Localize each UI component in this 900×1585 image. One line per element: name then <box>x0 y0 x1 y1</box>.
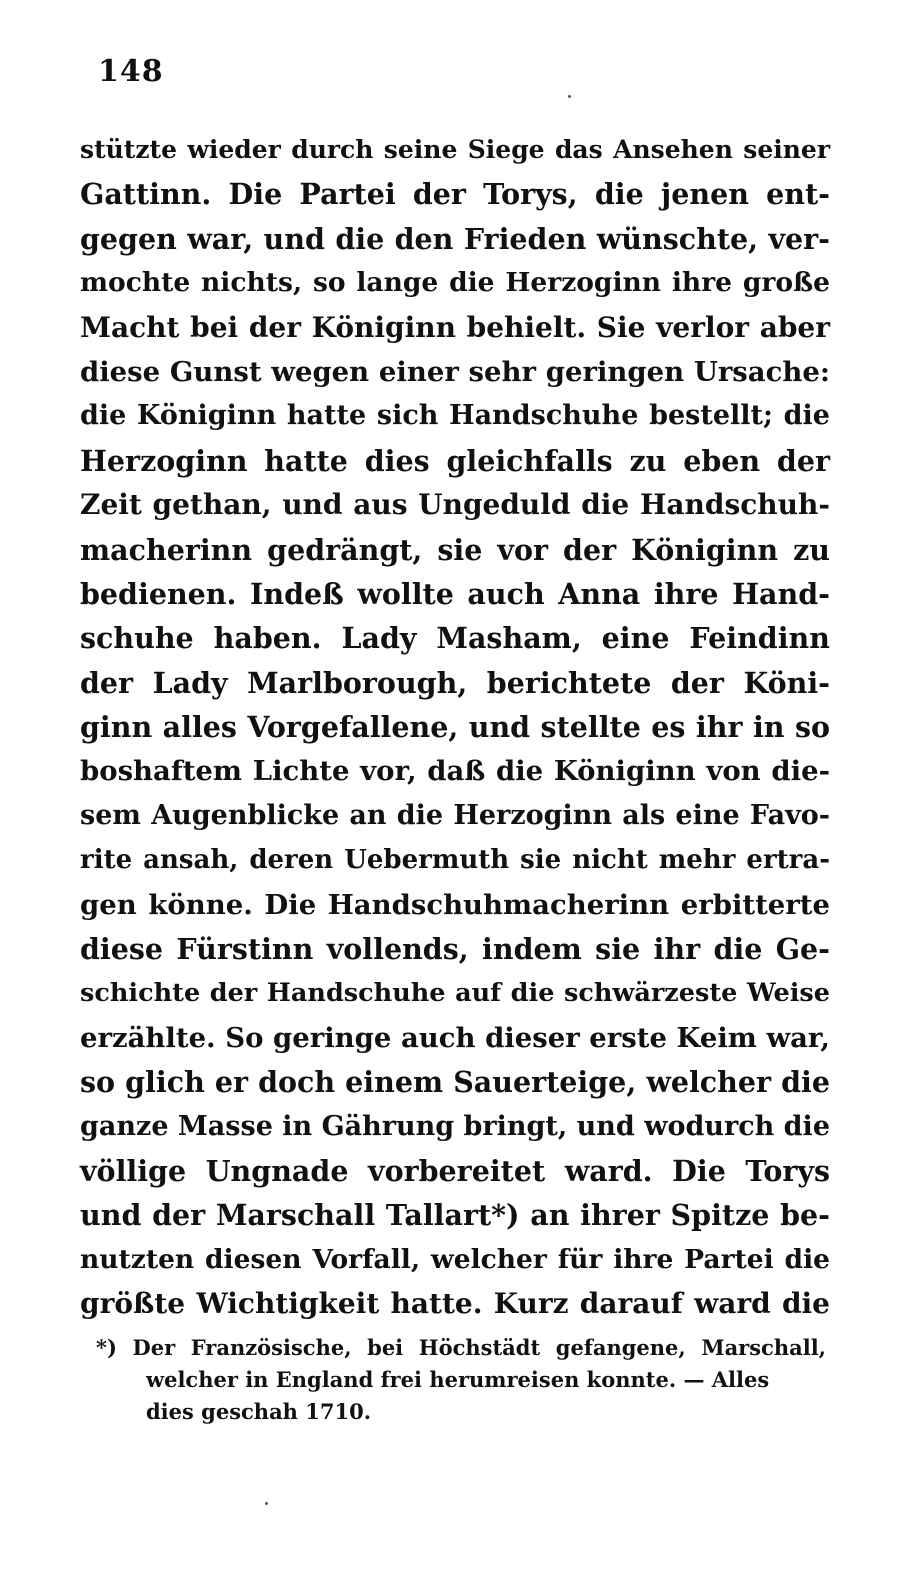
body-line: der Lady Marlborough, berichtete der Köni- <box>80 665 830 700</box>
body-line: rite ansah, deren Uebermuth sie nicht mehr ertra- <box>80 845 830 876</box>
body-line: die Königinn hatte sich Handschuhe bestellt; die <box>80 400 830 432</box>
page-number: 148 <box>98 54 164 89</box>
body-line: gegen war, und die den Frieden wünschte, ver- <box>80 221 830 256</box>
body-line: gen könne. Die Handschuhmacherinn erbitterte <box>80 888 830 921</box>
body-line: größte Wichtigkeit hatte. Kurz darauf ward die <box>80 1287 830 1321</box>
body-line: ganze Masse in Gährung bringt, und wodurch die <box>80 1110 830 1142</box>
body-text <box>80 128 830 1327</box>
body-line: völlige Ungnade vorbereitet ward. Die Torys <box>80 1153 830 1188</box>
body-line: diese Fürstinn vollends, indem sie ihr die Ge- <box>80 932 830 967</box>
body-line: schuhe haben. Lady Masham, eine Feindinn <box>80 621 830 656</box>
footnote-line: dies geschah 1710. <box>146 1399 372 1424</box>
body-line: sem Augenblicke an die Herzoginn als eine Favo- <box>80 799 830 831</box>
body-line: macherinn gedrängt, sie vor der Königinn zu <box>80 532 830 567</box>
body-line: bedienen. Indeß wollte auch Anna ihre Hand- <box>80 576 830 611</box>
body-line: so glich er doch einem Sauerteige, welcher die <box>80 1065 830 1100</box>
body-line: boshaftem Lichte vor, daß die Königinn von die- <box>80 755 830 788</box>
footnote <box>96 1332 826 1428</box>
body-line: schichte der Handschuhe auf die schwärzeste Weise <box>80 978 830 1009</box>
body-line: Zeit gethan, und aus Ungeduld die Handschuh- <box>80 488 830 522</box>
body-line: Herzoginn hatte dies gleichfalls zu eben der <box>80 443 830 478</box>
body-line: nutzten diesen Vorfall, welcher für ihre Partei die <box>80 1243 830 1275</box>
body-line: ginn alles Vorgefallene, und stellte es ihr in so <box>80 710 830 745</box>
print-speck <box>568 95 571 98</box>
body-line: Gattinn. Die Partei der Torys, die jenen ent- <box>80 177 830 212</box>
body-line: mochte nichts, so lange die Herzoginn ihre große <box>80 267 830 299</box>
body-line: erzählte. So geringe auch dieser erste Keim war, <box>80 1021 830 1054</box>
body-line: Macht bei der Königinn behielt. Sie verlor aber <box>80 310 830 344</box>
body-line: und der Marschall Tallart*) an ihrer Spitze be- <box>80 1198 830 1233</box>
footnote-line: *) Der Französische, bei Höchstädt gefangene, Marschall, <box>96 1335 826 1360</box>
print-speck <box>265 1502 268 1505</box>
footnote-line: welcher in England frei herumreisen konnte. — Alles <box>146 1367 770 1392</box>
body-line: stützte wieder durch seine Siege das Ansehen seiner <box>80 135 830 164</box>
body-line: diese Gunst wegen einer sehr geringen Ursache: <box>80 355 830 388</box>
